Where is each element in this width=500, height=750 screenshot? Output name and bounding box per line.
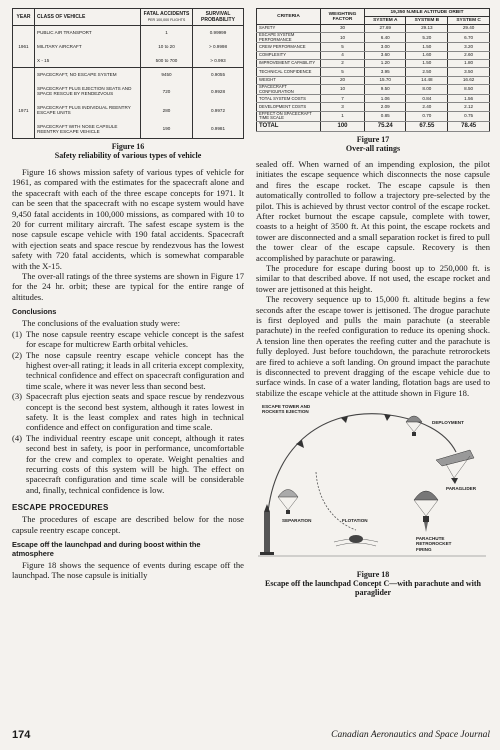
fig16-prob: 0.9972 bbox=[193, 101, 244, 120]
fig17-cell: 27.69 bbox=[365, 25, 406, 33]
table-row bbox=[13, 26, 244, 40]
table-row bbox=[257, 43, 490, 51]
figure18-caption-text: Escape off the launchpad Concept C—with parachute and with paraglider bbox=[264, 579, 482, 598]
fig16-header-year: YEAR bbox=[13, 9, 35, 26]
figure16-caption-text: Safety reliability of various types of vehicle bbox=[54, 151, 202, 160]
separation-parachute-icon bbox=[278, 490, 298, 515]
fig16-fatal: 500 to 700 bbox=[141, 54, 193, 68]
list-item bbox=[12, 391, 244, 433]
fig17-cell: SPACECRAFT CONFIGURATION bbox=[257, 84, 321, 94]
fig17-cell: 5 bbox=[321, 43, 365, 51]
fig16-fatal: 1 bbox=[141, 26, 193, 40]
table-row-total bbox=[257, 121, 490, 131]
list-item bbox=[12, 350, 244, 392]
figure17-table bbox=[256, 8, 490, 132]
fig17-header-system-a: SYSTEM A bbox=[365, 17, 406, 25]
label-retrorocket: PARACHUTE RETROROCKET FIRING bbox=[416, 536, 452, 552]
table-row bbox=[13, 82, 244, 101]
fig17-cell: 2.60 bbox=[448, 51, 490, 59]
fig17-total-cell: 67.55 bbox=[406, 121, 448, 131]
list-item-number: (2) bbox=[12, 349, 23, 360]
figure18-caption bbox=[256, 570, 490, 597]
fig17-cell: 5 bbox=[321, 68, 365, 76]
fig17-cell: 0.75 bbox=[448, 111, 490, 121]
table-row bbox=[257, 51, 490, 59]
table-row bbox=[13, 101, 244, 120]
fig16-class: SPACECRAFT WITH NOSE CAPSULE REENTRY ESCAPE VEHICLE bbox=[35, 120, 141, 139]
fig17-cell: 1.56 bbox=[448, 95, 490, 103]
fig16-class: SPACECRAFT PLUS INDIVIDUAL REENTRY ESCAPE UNITS bbox=[35, 101, 141, 120]
table-row bbox=[257, 33, 490, 43]
fig17-cell: 10 bbox=[321, 33, 365, 43]
fig17-cell: 3.95 bbox=[365, 68, 406, 76]
fig17-cell: 8.50 bbox=[448, 84, 490, 94]
fig16-year: 1971 bbox=[13, 101, 35, 120]
list-item-text: Spacecraft plus ejection seats and space rescue by rendezvous concept is the second best system, although it rates lowest in safety. It is the least complex and rates high in technical confidence and effect on configuration and time scale. bbox=[26, 391, 244, 433]
fig17-cell: 2.09 bbox=[365, 103, 406, 111]
fig17-cell: IMPROVEMENT CAPABILITY bbox=[257, 60, 321, 68]
fig17-cell: 29.13 bbox=[406, 25, 448, 33]
flotation-icon bbox=[334, 535, 378, 546]
conclusions-list bbox=[12, 329, 244, 496]
table-row bbox=[13, 68, 244, 82]
left-paragraph-3: The conclusions of the evaluation study were: bbox=[22, 318, 180, 329]
fig16-prob: 0.9928 bbox=[193, 82, 244, 101]
figure17-caption bbox=[256, 135, 490, 153]
fig17-cell: ESCAPE SYSTEM PERFORMANCE bbox=[257, 33, 321, 43]
fig16-header-survival: SURVIVAL PROBABILITY bbox=[193, 9, 244, 26]
fig17-cell: 0.85 bbox=[365, 111, 406, 121]
list-item-number: (3) bbox=[12, 391, 23, 402]
fig17-header-orbit: 19,350 N.MILE ALTITUDE ORBIT bbox=[365, 9, 490, 17]
fig17-cell: 0.84 bbox=[406, 95, 448, 103]
fig17-cell: 8.00 bbox=[406, 84, 448, 94]
label-escape-tower: ESCAPE TOWER AND ROCKETS EJECTION bbox=[262, 404, 311, 415]
fig17-cell: 3.60 bbox=[365, 51, 406, 59]
fig16-fatal: 190 bbox=[141, 120, 193, 139]
label-paraglider: PARAGLIDER bbox=[446, 486, 477, 492]
retrorocket-parachute-icon bbox=[414, 491, 438, 532]
figure16-caption-num: Figure 16 bbox=[111, 142, 145, 151]
fig17-cell: 1.20 bbox=[365, 60, 406, 68]
fig17-cell: 20 bbox=[321, 76, 365, 84]
fig16-year: 1961 bbox=[13, 40, 35, 54]
fig17-cell: 2.12 bbox=[448, 103, 490, 111]
fig17-cell: 2 bbox=[321, 60, 365, 68]
fig17-cell: 3.00 bbox=[365, 43, 406, 51]
fig17-cell: 3.20 bbox=[448, 43, 490, 51]
figure18-caption-num: Figure 18 bbox=[356, 570, 390, 580]
table-row bbox=[13, 40, 244, 54]
list-item bbox=[12, 329, 244, 350]
journal-title: Canadian Aeronautics and Space Journal bbox=[331, 730, 490, 740]
table-row bbox=[13, 54, 244, 68]
fig17-cell: 1.50 bbox=[406, 43, 448, 51]
fig17-cell: COMPLEXITY bbox=[257, 51, 321, 59]
fig17-cell: 0.70 bbox=[406, 111, 448, 121]
fig17-cell: 14.48 bbox=[406, 76, 448, 84]
fig17-cell: 30 bbox=[321, 25, 365, 33]
list-item-number: (4) bbox=[12, 432, 23, 443]
launchpad-subheading: Escape off the launchpad and during boost within the atmosphere bbox=[12, 540, 201, 558]
fig17-header-system-c: SYSTEM C bbox=[448, 17, 490, 25]
paraglider-icon bbox=[436, 450, 474, 484]
table-row bbox=[257, 60, 490, 68]
fig17-total-cell: TOTAL bbox=[257, 121, 321, 131]
figure18-diagram bbox=[256, 402, 490, 570]
fig17-cell: 1.80 bbox=[448, 60, 490, 68]
label-deployment: DEPLOYMENT bbox=[432, 420, 464, 426]
list-item-text: The nose capsule reentry escape vehicle concept has the highest over-all rating; it leads in all criteria except complexity, technical confidence and effect on spacecraft configuration and time scale, where it was never less than second best. bbox=[26, 349, 244, 391]
left-paragraph-5: Figure 18 shows the sequence of events during escape off the launchpad. The nose capsule is initially bbox=[12, 560, 244, 581]
figure17-caption-text: Over-all ratings bbox=[345, 143, 401, 153]
table-row bbox=[257, 111, 490, 121]
left-paragraph-1: Figure 16 shows mission safety of various types of vehicle for 1961, as compared with the estimates for the spacecraft alone and the spacecraft with each of the three escape concepts for 1971. It can be seen that the spacecraft with no escape system would have 9,450 fatal accidents in 100,000 missions, as compared with 10 to 20 for current military aircraft. The safest escape system is the nose capsule escape vehicle with 190 fatal accidents. Spacecraft with ejection seats and space rescue by rendezvous has the lowest safety with 720 fatal accidents, which is somewhat comparable with the X-15. bbox=[12, 167, 244, 271]
fig16-header-class: CLASS OF VEHICLE bbox=[35, 9, 141, 26]
left-paragraph-4: The procedures of escape are described below for the nose capsule reentry escape concept. bbox=[12, 514, 244, 535]
label-separation: SEPARATION bbox=[282, 518, 312, 524]
list-item bbox=[12, 433, 244, 495]
table-row bbox=[257, 103, 490, 111]
page-number: 174 bbox=[12, 729, 31, 741]
fig17-cell: EFFECT ON SPACECRAFT TIME SCALE bbox=[257, 111, 321, 121]
right-paragraph-1: sealed off. When warned of an impending explosion, the pilot initiates the escape sequence which disconnects the nose capsule and fires the escape rocket. The escape capsule is then automatically controlled to follow a trajectory pre-selected by the pilot. This is achieved by thrust vector control of the escape rocket. After rocket burnout the escape capsule, complete with tower, coasts to a height of 3500 ft. At this point, the escape rockets and tower are disconnected and a small separation rocket is fired to pull the tower clear of the escape capsule. Recovery is then accomplished by parachute or parawing. bbox=[256, 158, 490, 263]
fig17-cell: WEIGHT bbox=[257, 76, 321, 84]
fig16-year bbox=[13, 82, 35, 101]
fig17-cell: 1.60 bbox=[406, 51, 448, 59]
fig16-prob: > 0.9998 bbox=[193, 40, 244, 54]
fig17-total-cell: 100 bbox=[321, 121, 365, 131]
fig17-cell: TECHNICAL CONFIDENCE bbox=[257, 68, 321, 76]
fig17-cell: 2.40 bbox=[406, 103, 448, 111]
fig17-cell: TOTAL SYSTEM COSTS bbox=[257, 95, 321, 103]
fig16-prob: > 0.993 bbox=[193, 54, 244, 68]
fig16-fatal: 280 bbox=[141, 101, 193, 120]
fig17-cell: 2.50 bbox=[406, 68, 448, 76]
label-flotation: FLOTATION bbox=[342, 518, 368, 524]
table-row bbox=[257, 68, 490, 76]
fig17-total-cell: 75.24 bbox=[365, 121, 406, 131]
right-column bbox=[256, 8, 490, 597]
figure16-caption bbox=[12, 142, 244, 160]
fig17-cell: 6.70 bbox=[448, 33, 490, 43]
fig16-class: SPACECRAFT PLUS EJECTION SEATS AND SPACE RESCUE BY RENDEZVOUS bbox=[35, 82, 141, 101]
table-row bbox=[257, 76, 490, 84]
fig17-cell: CREW PERFORMANCE bbox=[257, 43, 321, 51]
table-row bbox=[257, 95, 490, 103]
fig17-cell: 10 bbox=[321, 84, 365, 94]
fig16-prob: 0.9981 bbox=[193, 120, 244, 139]
fig16-fatal: 720 bbox=[141, 82, 193, 101]
fig16-class: MILITARY AIRCRAFT bbox=[35, 40, 141, 54]
fig16-header-fatal-label: FATAL ACCIDENTS bbox=[143, 11, 190, 17]
fig17-cell: 1.50 bbox=[406, 60, 448, 68]
conclusions-heading: Conclusions bbox=[12, 307, 57, 317]
left-paragraph-2: The over-all ratings of the three systems are shown in Figure 17 for the 24 hr. orbit; these are typical for the entire range of altitudes. bbox=[12, 271, 244, 302]
fig16-year bbox=[13, 120, 35, 139]
fig16-prob: 0.99999 bbox=[193, 26, 244, 40]
fig16-class: PUBLIC AIR TRANSPORT bbox=[35, 26, 141, 40]
fig17-cell: 5.20 bbox=[406, 33, 448, 43]
parachute-icon bbox=[406, 416, 422, 436]
fig17-header-system-b: SYSTEM B bbox=[406, 17, 448, 25]
fig16-year bbox=[13, 68, 35, 82]
fig17-cell: 9.50 bbox=[365, 84, 406, 94]
fig17-cell: 1 bbox=[321, 111, 365, 121]
fig17-cell: 6.40 bbox=[365, 33, 406, 43]
fig16-header-fatal-sub: PER 100,000 FLIGHTS bbox=[147, 18, 186, 22]
table-row bbox=[13, 120, 244, 139]
fig17-cell: 7 bbox=[321, 95, 365, 103]
fig16-year bbox=[13, 26, 35, 40]
fig16-class: X - 15 bbox=[35, 54, 141, 68]
table-row bbox=[257, 84, 490, 94]
fig16-prob: 0.9055 bbox=[193, 68, 244, 82]
fig16-fatal: 9450 bbox=[141, 68, 193, 82]
right-paragraph-3: The recovery sequence up to 15,000 ft. altitude begins a few seconds after the escape tower is jettisoned. The drogue parachute is first deployed and pulls the main parachute (a steerable parachute) in the reefed configuration to reduce its opening shock. A tension line then operates the reefing cutter and the parachute is fully deployed. Just before touchdown, the parachute retrorockets are fired to achieve a soft landing. On ground impact the parachute is disconnected to prevent dragging of the escape vehicle due to surface winds. In case of a water landing, flotation bags are used to stabilize the escape vehicle at the attitude shown in Figure 18. bbox=[256, 294, 490, 398]
fig17-cell: DEVELOPMENT COSTS bbox=[257, 103, 321, 111]
figure17-caption-num: Figure 17 bbox=[356, 134, 390, 144]
list-item-text: The nose capsule reentry escape vehicle concept is the safest for escape for multicrew Earth orbital vehicles. bbox=[26, 328, 244, 350]
fig17-header-weighting: WEIGHTING FACTOR bbox=[321, 9, 365, 25]
list-item-number: (1) bbox=[12, 328, 23, 339]
fig17-cell: 4 bbox=[321, 51, 365, 59]
fig17-cell: 1.06 bbox=[365, 95, 406, 103]
fig17-cell: 29.40 bbox=[448, 25, 490, 33]
fig17-total-cell: 78.45 bbox=[448, 121, 490, 131]
figure16-table bbox=[12, 8, 244, 139]
fig16-class: SPACECRAFT, NO ESCAPE SYSTEM bbox=[35, 68, 141, 82]
fig16-fatal: 10 to 20 bbox=[141, 40, 193, 54]
list-item-text: The individual reentry escape unit concept, although it rates second best in safety, is poor in performance, uncomfortable for the crew and complex to operate. Weight penalties and recurring costs of this system will be high. The effect on spacecraft configuration and time scale will be considerable and, finally, technical confidence is low. bbox=[26, 432, 244, 495]
fig17-cell: 15.70 bbox=[365, 76, 406, 84]
left-column bbox=[12, 8, 244, 581]
fig17-cell: 16.62 bbox=[448, 76, 490, 84]
capsule-icon bbox=[296, 414, 391, 448]
escape-procedures-heading: ESCAPE PROCEDURES bbox=[12, 503, 109, 513]
fig16-year bbox=[13, 54, 35, 68]
fig17-cell: 3 bbox=[321, 103, 365, 111]
fig16-header-fatal bbox=[141, 9, 193, 26]
fig17-cell: 3.50 bbox=[448, 68, 490, 76]
fig17-cell: SAFETY bbox=[257, 25, 321, 33]
right-paragraph-2: The procedure for escape during boost up to 250,000 ft. is similar to that described above. If not used, the escape rocket and tower are jettisoned at this height. bbox=[256, 263, 490, 294]
fig17-header-criteria: CRITERIA bbox=[257, 9, 321, 25]
